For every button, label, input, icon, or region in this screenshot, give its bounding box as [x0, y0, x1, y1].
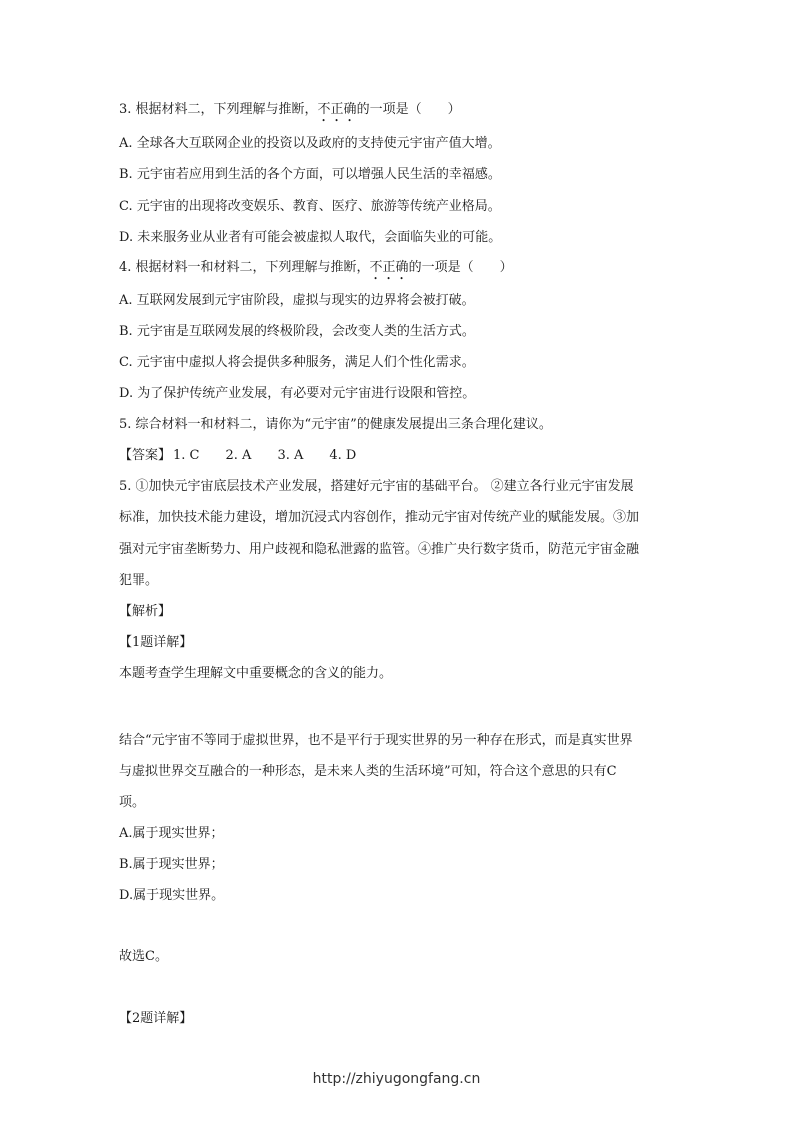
answer5-line: 强对元宇宙垄断势力、用户歧视和隐私泄露的监管。④推广央行数字货币，防范元宇宙金融: [119, 542, 640, 557]
answer-item: 1. C: [173, 448, 200, 463]
q3-stem: [119, 101, 461, 125]
q4-stem: [119, 259, 513, 283]
footer-url[interactable]: http://zhiyugongfang.cn: [312, 1071, 481, 1087]
q4-stem-emphasis: 不正确: [369, 260, 409, 275]
q1-conclusion: 故选C。: [119, 949, 168, 964]
analysis-label: 【解析】: [119, 604, 172, 619]
answer-row: [119, 447, 382, 465]
answer-label: 【答案】: [119, 448, 172, 463]
q1-item: A.属于现实世界；: [119, 826, 224, 841]
q3-option-b: B. 元宇宙若应用到生活的各个方面，可以增强人民生活的幸福感。: [119, 167, 501, 182]
q3-option-d: D. 未来服务业从业者有可能会被虚拟人取代，会面临失业的可能。: [119, 230, 502, 245]
q1-paragraph-line: 结合“元宇宙不等同于虚拟世界，也不是平行于现实世界的另一种存在形式，而是真实世界: [119, 733, 633, 748]
q1-detail-label: 【1题详解】: [119, 635, 193, 650]
q5-stem: 5. 综合材料一和材料二，请你为“元宇宙”的健康发展提出三条合理化建议。: [119, 417, 552, 432]
q4-option-d: D. 为了保护传统产业发展，有必要对元宇宙进行设限和管控。: [119, 386, 476, 401]
q1-item: D.属于现实世界。: [119, 888, 225, 903]
q2-detail-label: 【2题详解】: [119, 1011, 193, 1026]
q3-stem-emphasis: 不正确: [317, 102, 357, 117]
answer5-line: 5. ①加快元宇宙底层技术产业发展，搭建好元宇宙的基础平台。 ②建立各行业元宇宙发展: [119, 479, 634, 494]
q3-stem-b: 的一项是（ ）: [356, 102, 461, 117]
answer-item: 2. A: [225, 448, 252, 463]
q4-stem-a: 4. 根据材料一和材料二，下列理解与推断，: [119, 260, 370, 275]
q1-paragraph-line: 项。: [119, 795, 146, 810]
q1-paragraph-line: 与虚拟世界交互融合的一种形态，是未来人类的生活环境”可知，符合这个意思的只有C: [119, 764, 617, 779]
q4-option-b: B. 元宇宙是互联网发展的终极阶段，会改变人类的生活方式。: [119, 324, 475, 339]
answer5-line: 犯罪。: [119, 573, 159, 588]
q4-option-c: C. 元宇宙中虚拟人将会提供多种服务，满足人们个性化需求。: [119, 355, 475, 370]
answer-item: 4. D: [329, 448, 357, 463]
q4-stem-b: 的一项是（ ）: [408, 260, 513, 275]
q4-option-a: A. 互联网发展到元宇宙阶段，虚拟与现实的边界将会被打破。: [119, 293, 475, 308]
q3-option-a: A. 全球各大互联网企业的投资以及政府的支持使元宇宙产值大增。: [119, 136, 501, 151]
q1-item: B.属于现实世界；: [119, 857, 224, 872]
q1-intro: 本题考查学生理解文中重要概念的含义的能力。: [119, 666, 393, 681]
answer5-line: 标准，加快技术能力建设，增加沉浸式内容创作，推动元宇宙对传统产业的赋能发展。③加: [119, 510, 640, 525]
q3-stem-a: 3. 根据材料二，下列理解与推断，: [119, 102, 318, 117]
q3-option-c: C. 元宇宙的出现将改变娱乐、教育、医疗、旅游等传统产业格局。: [119, 199, 501, 214]
answer-item: 3. A: [277, 448, 304, 463]
